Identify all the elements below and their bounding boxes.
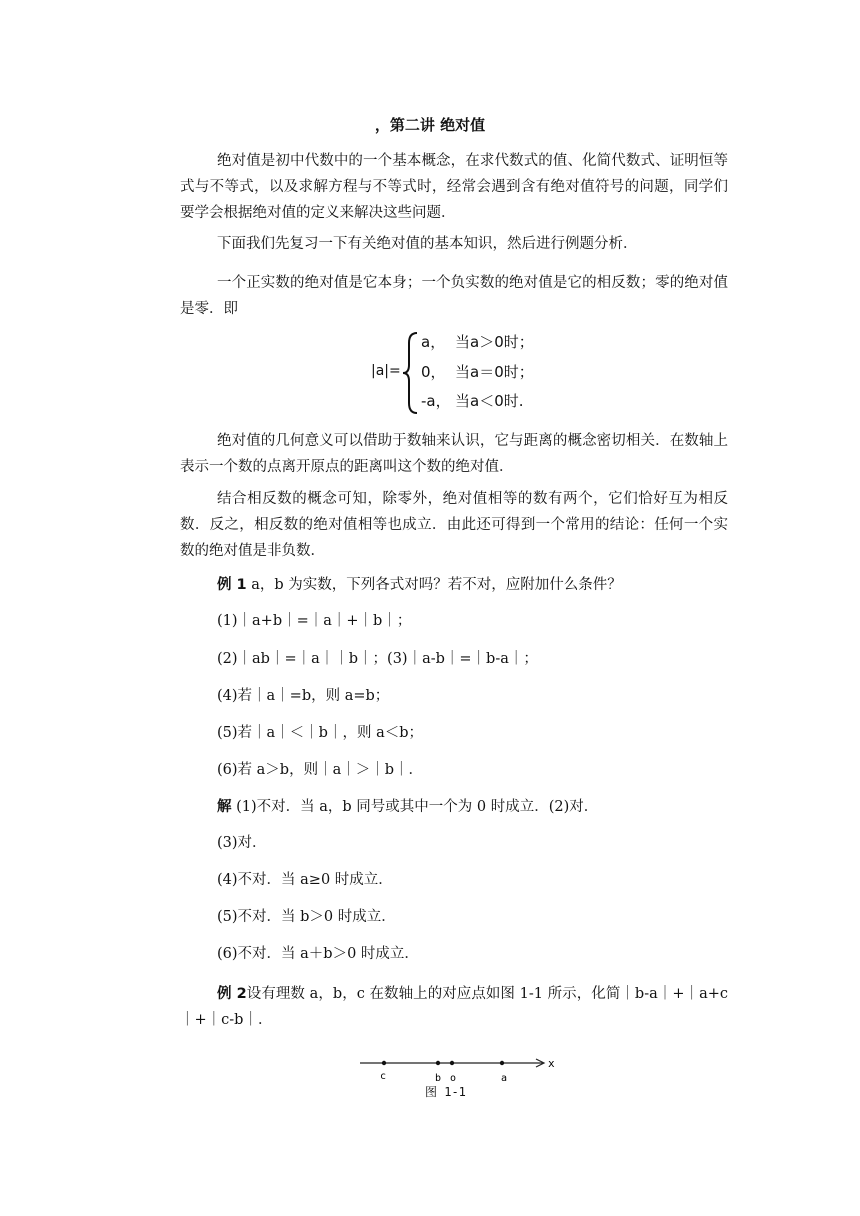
paragraph-intro: 绝对值是初中代数中的一个基本概念，在求代数式的值、化简代数式、证明恒等式与不等式，以及求解方程与不等式时，经常会遇到含有绝对值符号的问题，同学们要学会根据绝对值的定义来解决这些问题． [180,153,728,221]
solution-1-first-line [217,796,598,818]
solution-1-line: (4)不对．当 a≥0 时成立． [217,872,393,888]
formula-lhs: |a|= [371,363,401,379]
point-a-dot [500,1061,504,1065]
formula-value: 0， [421,363,446,381]
solution-1-line: (5)不对．当 b＞0 时成立． [217,909,396,925]
formula-condition: 当a＝0时； [455,363,534,381]
example-1-item: (6)若 a＞b，则｜a｜＞｜b｜． [217,762,424,778]
paragraph-review: 下面我们先复习一下有关绝对值的基本知识，然后进行例题分析． [217,236,638,252]
point-o-dot [450,1061,454,1065]
example-1-item: (5)若｜a｜＜｜b｜，则 a＜b； [217,725,424,741]
page-title: ，第二讲 绝对值 [374,116,486,134]
point-c-dot [382,1061,386,1065]
axis-label-x: x [548,1057,555,1070]
formula-row-negative [421,390,524,411]
example-2-text: 设有理数 a，b，c 在数轴上的对应点如图 1-1 所示，化简｜b-a｜+｜a+c｜+｜c-b｜． [180,986,728,1028]
left-brace-icon [401,331,419,415]
solution-1-line: (3)对． [217,835,267,851]
formula-value: a， [421,333,446,351]
absolute-value-formula [365,329,535,415]
paragraph-geometric-meaning: 绝对值的几何意义可以借助于数轴来认识，它与距离的概念密切相关．在数轴上表示一个数的点离开原点的距离叫这个数的绝对值． [180,433,728,475]
point-label-c: c [380,1071,387,1082]
example-2-statement [180,981,728,1033]
example-1-text: a，b 为实数，下列各式对吗？若不对，应附加什么条件？ [246,577,622,593]
paragraph-definition: 一个正实数的绝对值是它本身；一个负实数的绝对值是它的相反数；零的绝对值是零．即 [180,275,728,317]
point-label-a: a [501,1073,508,1084]
formula-row-positive [421,331,534,352]
example-1-item: (1)｜a+b｜=｜a｜+｜b｜； [217,613,412,629]
formula-condition: 当a＞0时； [455,333,534,351]
example-1-label: 例 1 [217,577,247,593]
formula-value: -a， [421,392,451,410]
example-1-item: (4)若｜a｜=b，则 a=b； [217,688,390,704]
point-label-b: b [435,1073,442,1084]
formula-row-zero [421,361,534,382]
solution-1-line: (6)不对．当 a＋b＞0 时成立． [217,946,419,962]
point-b-dot [436,1061,440,1065]
figure-caption: 图 1-1 [425,1085,466,1099]
point-label-o: o [450,1073,457,1084]
solution-text: (1)不对．当 a，b 同号或其中一个为 0 时成立．(2)对． [231,799,599,815]
example-2-label: 例 2 [217,986,247,1002]
example-1-statement [217,574,622,596]
example-1-item: (2)｜ab｜=｜a｜｜b｜；(3)｜a-b｜=｜b-a｜； [217,651,538,667]
formula-condition: 当a＜0时. [455,392,524,410]
solution-label: 解 [217,799,232,815]
paragraph-opposite-numbers: 结合相反数的概念可知，除零外，绝对值相等的数有两个，它们恰好互为相反数．反之，相反数的绝对值相等也成立．由此还可得到一个常用的结论：任何一个实数的绝对值是非负数． [180,491,728,559]
